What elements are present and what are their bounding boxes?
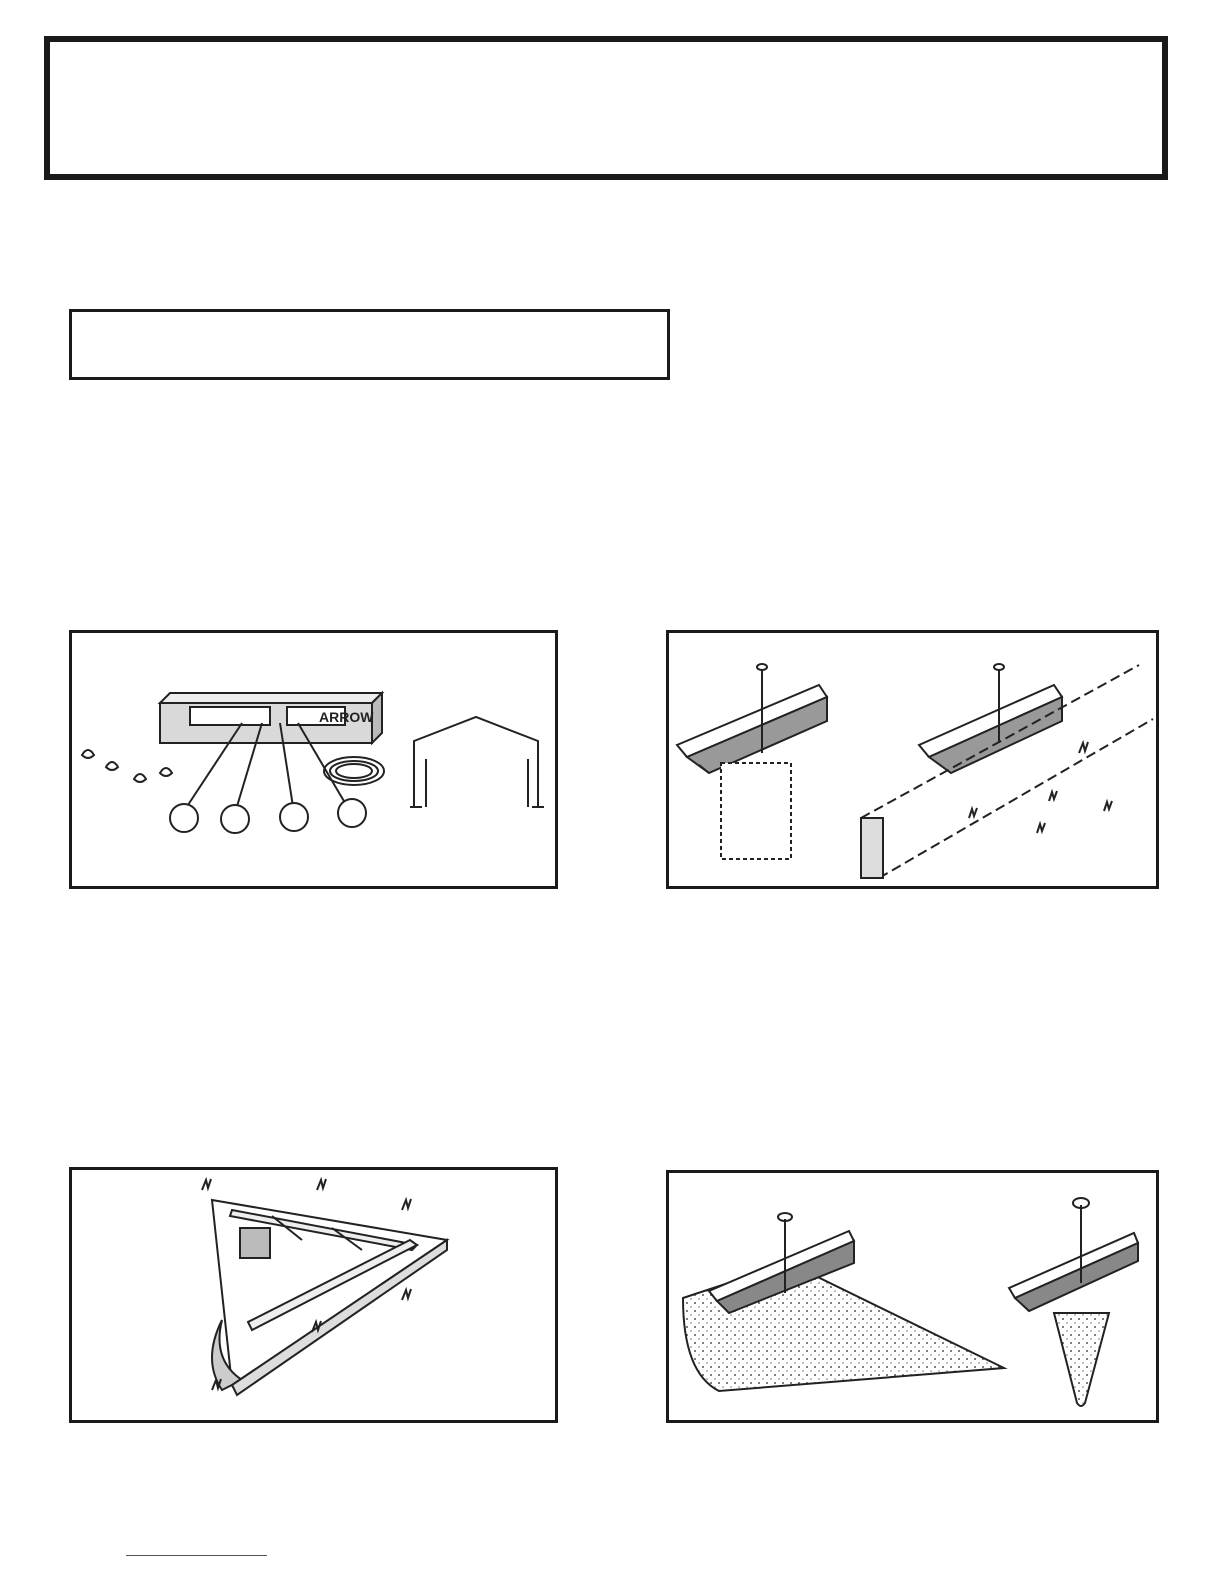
header-box [44,36,1168,180]
concrete-anchoring-drawing [669,1173,1156,1420]
frame-on-slab-drawing [72,1170,555,1420]
wood-anchoring-illustration [666,630,1159,889]
anchor-kit-illustration [69,630,558,889]
subheader-box [69,309,670,380]
anchor-kit-drawing [72,633,555,886]
brand-label: ARROW [319,709,374,725]
concrete-anchoring-illustration [666,1170,1159,1423]
wood-anchoring-drawing [669,633,1156,886]
frame-on-slab-illustration [69,1167,558,1423]
footer-link[interactable] [126,1555,267,1556]
